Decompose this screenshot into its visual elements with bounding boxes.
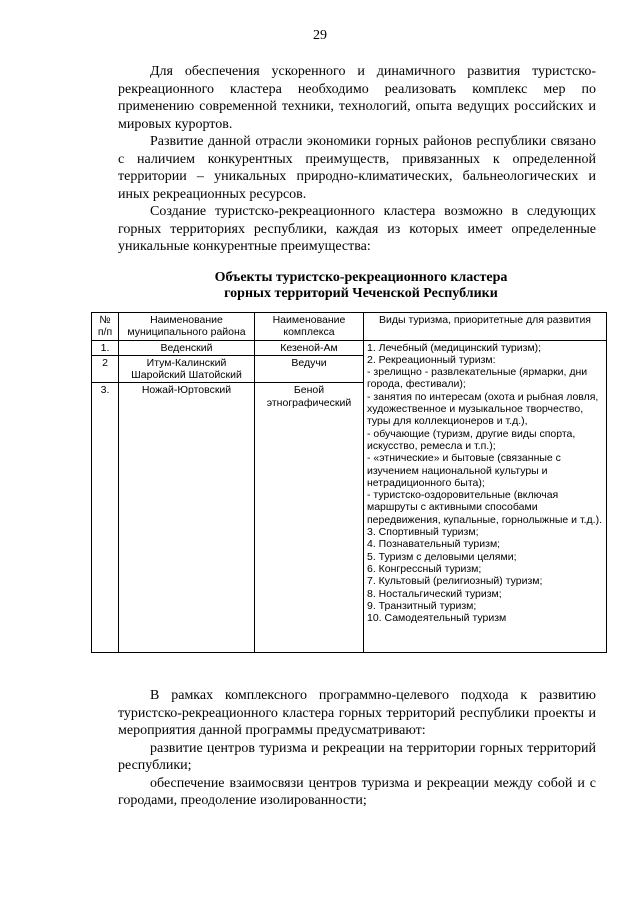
header-number: № п/п xyxy=(92,313,119,341)
intro-paragraph: Развитие данной отрасли экономики горных районов республики связано с наличием конкурентных преимуществ, привязанных к определенной территории – уникальных природно-климатических, бальнеологических и иных рекреационных ресурсов. xyxy=(118,134,596,202)
tourism-type-item: - «этнические» и бытовые (связанные с изучением национальной культуры и нетрадиционного быта); xyxy=(367,452,561,489)
table-row xyxy=(92,340,607,355)
tourism-type-item: 1. Лечебный (медицинский туризм); xyxy=(367,341,542,354)
tourism-type-item: 7. Культовый (религиозный) туризм; xyxy=(367,575,543,588)
tourism-type-item: - занятия по интересам (охота и рыбная ловля, художественное и музыкальное творчество, туры для коллекционеров и т.д.), xyxy=(367,390,599,428)
outro-paragraph: развитие центров туризма и рекреации на территории горных территорий республики; xyxy=(118,740,596,773)
row-number: 2 xyxy=(92,355,119,383)
intro-text xyxy=(118,63,596,256)
table-header-row xyxy=(92,313,607,341)
row-number: 1. xyxy=(92,340,119,355)
tourism-type-item: - зрелищно - развлекательные (ярмарки, дни города, фестивали); xyxy=(367,366,588,391)
tourism-type-item: 10. Самодеятельный туризм xyxy=(367,612,507,625)
outro-paragraph: обеспечение взаимосвязи центров туризма и рекреации между собой и с городами, преодоление изолированности; xyxy=(118,775,596,808)
intro-paragraph: Создание туристско-рекреационного кластера возможно в следующих горных территориях республики, каждая из которых имеет определенные уникальные конкурентные преимущества: xyxy=(118,204,596,254)
tourism-type-item: 6. Конгрессный туризм; xyxy=(367,562,482,575)
district-name: Итум-Калинский Шаройский Шатойский xyxy=(119,355,255,383)
tourism-type-item: 4. Познавательный туризм; xyxy=(367,538,501,551)
tourism-type-item: - туристско-оздоровительные (включая маршруты с активными способами передвижения, купальные, горнолыжные и т.д.). xyxy=(367,489,602,526)
header-tourism-types: Виды туризма, приоритетные для развития xyxy=(364,313,607,341)
page-number: 29 xyxy=(313,28,327,43)
tourism-type-item: 9. Транзитный туризм; xyxy=(367,599,477,612)
table-title-line: горных территорий Чеченской Республики xyxy=(224,286,498,301)
row-number: 3. xyxy=(92,383,119,653)
header-district: Наименование муниципального района xyxy=(119,313,255,341)
outro-text xyxy=(118,687,596,810)
tourism-type-item: 8. Ностальгический туризм; xyxy=(367,587,502,600)
outro-paragraph: В рамках комплексного программно-целевого подхода к развитию туристско-рекреационного кластера горных территорий республики проекты и мероприятия данной программы предусматривают: xyxy=(118,688,596,738)
district-name: Веденский xyxy=(119,340,255,355)
tourism-type-item: 2. Рекреационный туризм: xyxy=(367,353,496,366)
table-title-line: Объекты туристско-рекреационного кластера xyxy=(214,270,508,285)
complex-name: Кезеной-Ам xyxy=(255,340,364,355)
tourism-types-cell xyxy=(364,340,607,653)
tourism-type-item: - обучающие (туризм, другие виды спорта, искусство, ремесла и т.п.); xyxy=(367,427,576,452)
tourism-type-item: 5. Туризм с деловыми целями; xyxy=(367,550,517,563)
header-complex: Наименование комплекса xyxy=(255,313,364,341)
tourism-type-item: 3. Спортивный туризм; xyxy=(367,526,479,539)
complex-name: Беной этнографический xyxy=(255,383,364,653)
intro-paragraph: Для обеспечения ускоренного и динамичного развития туристско-рекреационного кластера необходимо реализовать комплекс мер по применению современной техники, технологий, опыта ведущих российских и мировых курортов. xyxy=(118,64,596,132)
complex-name: Ведучи xyxy=(255,355,364,383)
tourism-objects-table xyxy=(91,312,607,653)
district-name: Ножай-Юртовский xyxy=(119,383,255,653)
table-title xyxy=(118,270,604,302)
